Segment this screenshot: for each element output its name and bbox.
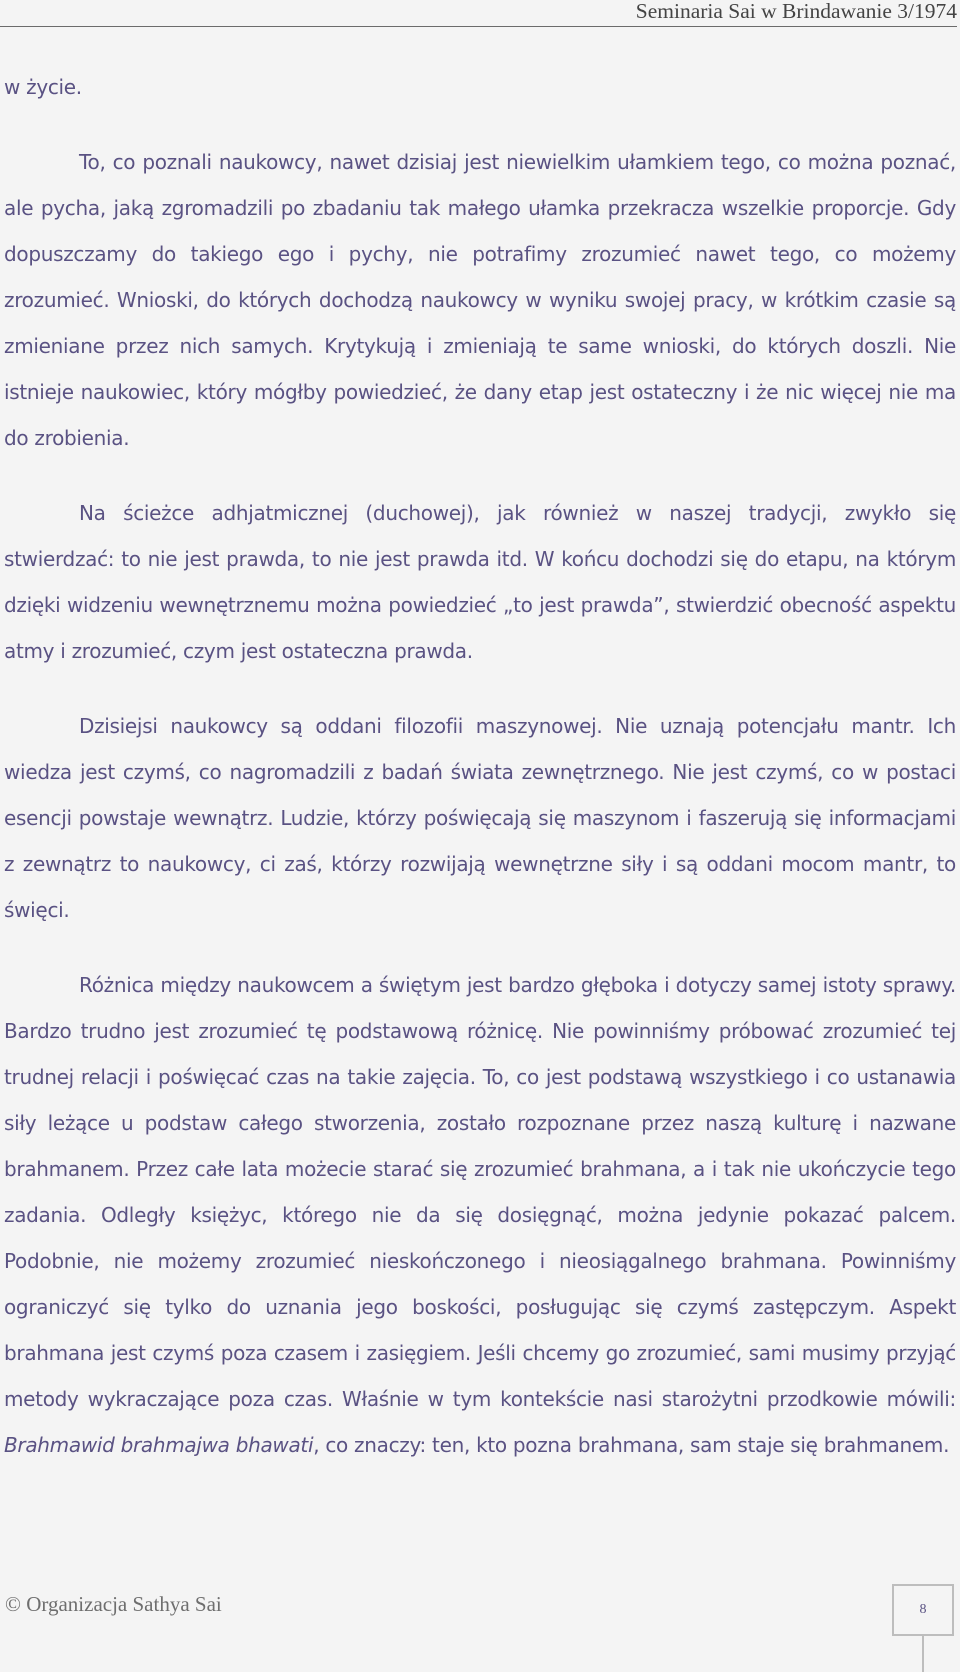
page-number: 8 <box>919 1602 927 1617</box>
page-header <box>0 0 957 27</box>
page-number-rule <box>922 1636 924 1672</box>
paragraph: w życie. <box>4 75 82 99</box>
paragraph: Na ścieżce adhjatmicznej (duchowej), jak również w naszej tradycji, zwykło się stwierdzać: to nie jest prawda, to nie jest prawda itd. W końcu dochodzi się do etapu, na którym dzięki widzeniu wewnętrznemu można powiedzieć „to jest prawda”, stwierdzić obecność aspektu atmy i zrozumieć, czym jest ostateczna prawda. <box>4 501 956 663</box>
running-title: Seminaria Sai w Brindawanie 3/1974 <box>635 0 957 23</box>
sanskrit-quote: Brahmawid brahmajwa bhawati <box>4 1433 314 1457</box>
paragraph <box>4 962 956 1468</box>
document-body <box>4 64 956 1468</box>
paragraph: Dzisiejsi naukowcy są oddani filozofii maszynowej. Nie uznają potencjału mantr. Ich wiedza jest czymś, co nagromadzili z badań świata zewnętrznego. Nie jest czymś, co w postaci esencji powstaje wewnątrz. Ludzie, którzy poświęcają się maszynom i faszerują się informacjami z zewnątrz to naukowcy, ci zaś, którzy rozwijają wewnętrzne siły i są oddani mocom mantr, to święci. <box>4 714 956 922</box>
paragraph: To, co poznali naukowcy, nawet dzisiaj jest niewielkim ułamkiem tego, co można poznać, ale pycha, jaką zgromadzili po zbadaniu tak małego ułamka przekracza wszelkie proporcje. Gdy dopuszczamy do takiego ego i pychy, nie potrafimy zrozumieć nawet tego, co możemy zrozumieć. Wnioski, do których dochodzą naukowcy w wyniku swojej pracy, w krótkim czasie są zmieniane przez nich samych. Krytykują i zmieniają te same wnioski, do których doszli. Nie istnieje naukowiec, który mógłby powiedzieć, że dany etap jest ostateczny i że nic więcej nie ma do zrobienia. <box>4 150 956 450</box>
copyright-notice: © Organizacja Sathya Sai <box>5 1592 222 1616</box>
page-number-box <box>892 1584 954 1636</box>
paragraph-text: Różnica między naukowcem a świętym jest bardzo głęboka i dotyczy samej istoty sprawy. Bardzo trudno jest zrozumieć tę podstawową różnicę. Nie powinniśmy próbować zrozumieć tej trudnej relacji i poświęcać czas na takie zajęcia. To, co jest podstawą wszystkiego i co ustanawia siły leżące u podstaw całego stworzenia, zostało rozpoznane przez naszą kulturę i nazwane brahmanem. Przez całe lata możecie starać się zrozumieć brahmana, a i tak nie ukończycie tego zadania. Odległy księżyc, którego nie da się dosięgnąć, można jedynie pokazać palcem. Podobnie, nie możemy zrozumieć nieskończonego i nieosiągalnego brahmana. Powinniśmy ograniczyć się tylko do uznania jego boskości, posługując się czymś zastępczym. Aspekt brahmana jest czymś poza czasem i zasięgiem. Jeśli chcemy go zrozumieć, sami musimy przyjąć metody wykraczające poza czas. Właśnie w tym kontekście nasi starożytni przodkowie mówili: <box>4 973 956 1411</box>
paragraph-text: , co znaczy: ten, kto pozna brahmana, sam staje się brahmanem. <box>313 1433 950 1457</box>
